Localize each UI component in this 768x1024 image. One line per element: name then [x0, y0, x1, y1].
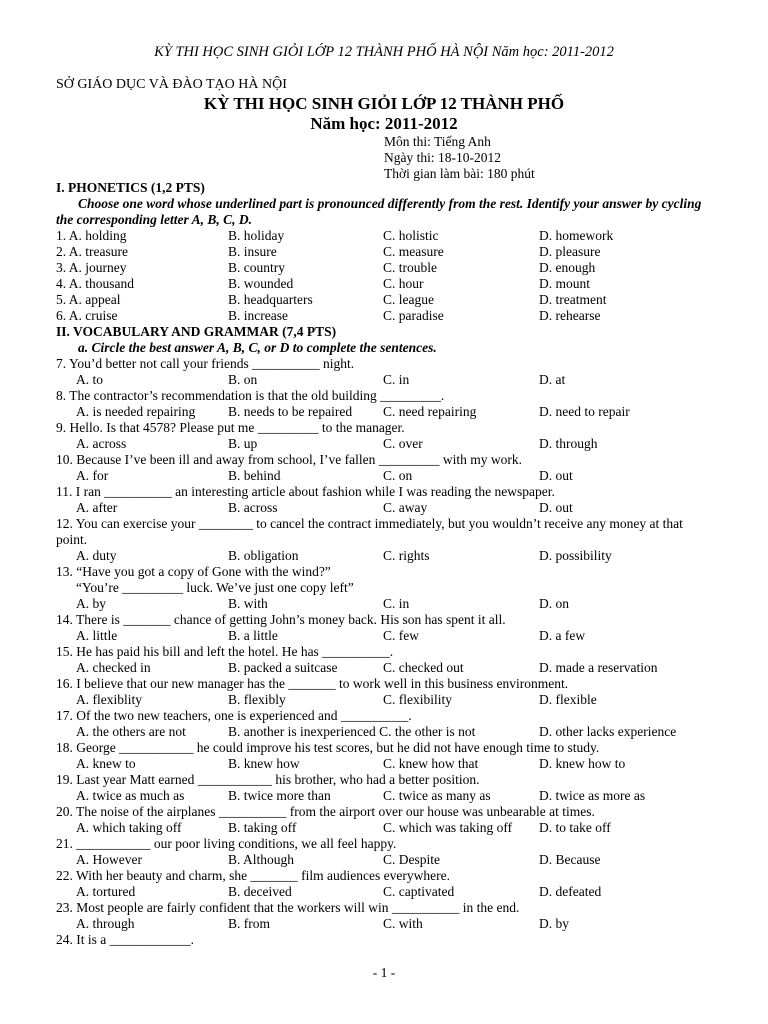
vocab-instruction: a. Circle the best answer A, B, C, or D to complete the sentences. — [78, 340, 437, 355]
answer-option[interactable]: D. defeated — [539, 884, 602, 899]
question-text: 22. With her beauty and charm, she _______ film audiences everywhere. — [56, 868, 450, 883]
answer-option[interactable]: D. made a reservation — [539, 660, 658, 675]
answer-option[interactable]: C. on — [383, 468, 413, 483]
answer-option[interactable]: C. twice as many as — [383, 788, 491, 803]
answer-option[interactable]: A. the others are not — [76, 724, 186, 739]
answer-option[interactable]: D. on — [539, 596, 569, 611]
answer-option[interactable]: A. knew to — [76, 756, 136, 771]
answer-options — [56, 628, 716, 644]
answer-option[interactable]: D. homework — [539, 228, 614, 243]
answer-option[interactable]: C. holistic — [383, 228, 439, 243]
answer-option[interactable]: A. after — [76, 500, 118, 515]
answer-options — [56, 500, 716, 516]
phonetics-row — [56, 244, 716, 260]
answer-option[interactable]: 3. A. journey — [56, 260, 127, 275]
answer-option[interactable]: B. insure — [228, 244, 277, 259]
answer-options — [56, 820, 716, 836]
exam-title: KỲ THI HỌC SINH GIỎI LỚP 12 THÀNH PHỐ — [203, 94, 565, 113]
answer-options — [56, 692, 716, 708]
answer-option[interactable]: A. by — [76, 596, 106, 611]
answer-option[interactable]: C. league — [383, 292, 434, 307]
question-text: 10. Because I’ve been ill and away from school, I’ve fallen _________ with my work. — [56, 452, 522, 467]
phonetics-row — [56, 228, 716, 244]
question-text: 15. He has paid his bill and left the hotel. He has __________. — [56, 644, 394, 659]
answer-option[interactable]: B. obligation — [228, 548, 299, 563]
answer-options — [56, 916, 716, 932]
answer-option[interactable]: C. with — [383, 916, 423, 931]
answer-option[interactable]: A. twice as much as — [76, 788, 185, 803]
answer-option[interactable]: D. mount — [539, 276, 591, 291]
question-text: 14. There is _______ chance of getting John’s money back. His son has spent it all. — [56, 612, 506, 627]
question-text-continued: “You’re _________ luck. We’ve just one copy left” — [76, 580, 354, 595]
answer-option[interactable]: B. Although — [228, 852, 295, 867]
phonetics-row — [56, 260, 716, 276]
answer-option[interactable]: A. through — [76, 916, 135, 931]
answer-option[interactable]: D. pleasure — [539, 244, 601, 259]
exam-body — [56, 180, 716, 948]
answer-options — [56, 660, 716, 676]
answer-option[interactable]: A. checked in — [76, 660, 151, 675]
answer-option[interactable]: B. headquarters — [228, 292, 313, 307]
answer-option[interactable]: C. checked out — [383, 660, 464, 675]
answer-option[interactable]: B. taking off — [228, 820, 297, 835]
answer-options — [56, 756, 716, 772]
vocab-questions — [56, 356, 716, 948]
answer-option[interactable]: C. Despite — [383, 852, 440, 867]
phonetics-row — [56, 308, 716, 324]
answer-option[interactable]: D. flexible — [539, 692, 597, 707]
answer-option[interactable]: C. hour — [383, 276, 424, 291]
answer-option[interactable]: B. flexibly — [228, 692, 286, 707]
answer-options — [56, 468, 716, 484]
answer-option[interactable]: C. knew how that — [383, 756, 479, 771]
answer-option[interactable]: C. in — [383, 372, 410, 387]
phonetics-row — [56, 292, 716, 308]
answer-option[interactable]: C. trouble — [383, 260, 437, 275]
answer-option[interactable]: C. captivated — [383, 884, 455, 899]
question-text: 9. Hello. Is that 4578? Please put me _________ to the manager. — [56, 420, 405, 435]
answer-option[interactable]: A. which taking off — [76, 820, 182, 835]
answer-option[interactable]: A. for — [76, 468, 109, 483]
answer-option[interactable]: D. treatment — [539, 292, 607, 307]
exam-date: Ngày thi: 18-10-2012 — [384, 150, 501, 165]
answer-options — [56, 884, 716, 900]
answer-option[interactable]: B. twice more than — [228, 788, 331, 803]
section-heading-phonetics: I. PHONETICS (1,2 PTS) — [56, 180, 205, 195]
answer-option[interactable]: C. measure — [383, 244, 444, 259]
exam-duration: Thời gian làm bài: 180 phút — [384, 166, 535, 181]
answer-option[interactable]: C. paradise — [383, 308, 444, 323]
phonetics-instruction: Choose one word whose underlined part is pronounced differently from the rest. Identify your answer by cycling the corresponding letter A, B, C, D. — [56, 196, 702, 227]
question-text: 8. The contractor’s recommendation is that the old building _________. — [56, 388, 445, 403]
answer-options — [56, 548, 716, 564]
answer-option[interactable]: 1. A. holding — [56, 228, 127, 243]
answer-option[interactable]: B. up — [228, 436, 258, 451]
answer-options — [56, 372, 716, 388]
answer-option[interactable]: D. a few — [539, 628, 586, 643]
phonetics-questions — [56, 228, 716, 324]
answer-option[interactable]: B. needs to be repaired — [228, 404, 353, 419]
question-text: 20. The noise of the airplanes __________ from the airport over our house was unbearable at times. — [56, 804, 595, 819]
answer-option[interactable]: D. through — [539, 436, 598, 451]
answer-option[interactable]: B. from — [228, 916, 270, 931]
answer-option[interactable]: B. knew how — [228, 756, 300, 771]
answer-option[interactable]: A. little — [76, 628, 118, 643]
answer-option[interactable]: C. flexibility — [383, 692, 452, 707]
answer-option[interactable]: 6. A. cruise — [56, 308, 118, 323]
exam-subject: Môn thi: Tiếng Anh — [384, 134, 491, 149]
answer-option[interactable]: D. enough — [539, 260, 596, 275]
answer-option[interactable]: B. holiday — [228, 228, 285, 243]
department-name: SỞ GIÁO DỤC VÀ ĐÀO TẠO HÀ NỘI — [56, 77, 287, 92]
page-header: KỲ THI HỌC SINH GIỎI LỚP 12 THÀNH PHỐ HÀ NỘI Năm học: 2011-2012 — [154, 44, 614, 60]
phonetics-row — [56, 276, 716, 292]
answer-option[interactable]: A. to — [76, 372, 103, 387]
question-text: 17. Of the two new teachers, one is experienced and __________. — [56, 708, 412, 723]
answer-option[interactable]: B. on — [228, 372, 258, 387]
answer-option[interactable]: D. rehearse — [539, 308, 601, 323]
question-text: 13. “Have you got a copy of Gone with the wind?” — [56, 564, 331, 579]
answer-option[interactable]: D. by — [539, 916, 569, 931]
answer-option[interactable]: A. is needed repairing — [76, 404, 196, 419]
answer-option[interactable]: A. duty — [76, 548, 117, 563]
question-text: 24. It is a ____________. — [56, 932, 194, 947]
question-text: 18. George ___________ he could improve his test scores, but he did not have enough time to study. — [56, 740, 600, 755]
answer-option[interactable]: D. Because — [539, 852, 601, 867]
answer-option[interactable]: A. tortured — [76, 884, 136, 899]
answer-options — [56, 724, 716, 740]
answer-option[interactable]: A. However — [76, 852, 142, 867]
answer-option[interactable]: A. across — [76, 436, 127, 451]
answer-option[interactable]: B. behind — [228, 468, 281, 483]
answer-option[interactable]: D. out — [539, 500, 573, 515]
answer-options — [56, 852, 716, 868]
answer-option[interactable]: D. twice as more as — [539, 788, 646, 803]
answer-option[interactable]: D. to take off — [539, 820, 611, 835]
answer-option[interactable]: 2. A. treasure — [56, 244, 128, 259]
answer-option[interactable]: B. deceived — [228, 884, 292, 899]
page-number: - 1 - — [372, 965, 396, 980]
answer-option[interactable]: A. flexiblity — [76, 692, 142, 707]
answer-option[interactable]: B. country — [228, 260, 285, 275]
answer-option[interactable]: B. increase — [228, 308, 288, 323]
answer-option[interactable]: C. in — [383, 596, 410, 611]
answer-option[interactable]: B. across — [228, 500, 278, 515]
question-text: 19. Last year Matt earned ___________ his brother, who had a better position. — [56, 772, 480, 787]
answer-option[interactable]: B. wounded — [228, 276, 294, 291]
answer-option[interactable]: D. other lacks experience — [539, 724, 677, 739]
answer-option[interactable]: D. at — [539, 372, 566, 387]
answer-option[interactable]: D. out — [539, 468, 573, 483]
answer-option[interactable]: C. over — [383, 436, 423, 451]
school-year: Năm học: 2011-2012 — [310, 114, 458, 133]
answer-option[interactable]: C. away — [383, 500, 428, 515]
answer-options — [56, 788, 716, 804]
question-text: 12. You can exercise your ________ to cancel the contract immediately, but you wouldn’t receive any money at that point. — [56, 516, 683, 547]
answer-option[interactable]: B. with — [228, 596, 268, 611]
answer-option[interactable]: B. a little — [228, 628, 278, 643]
question-text: 11. I ran __________ an interesting article about fashion while I was reading the newspaper. — [56, 484, 555, 499]
answer-options — [56, 436, 716, 452]
answer-option[interactable]: D. knew how to — [539, 756, 626, 771]
answer-option[interactable]: C. few — [383, 628, 419, 643]
answer-options — [56, 404, 716, 420]
answer-option[interactable]: C. need repairing — [383, 404, 477, 419]
answer-option[interactable]: B. another is inexperienced C. the other is not — [228, 724, 476, 739]
question-text: 7. You’d better not call your friends __________ night. — [56, 356, 355, 371]
answer-option[interactable]: 4. A. thousand — [56, 276, 135, 291]
answer-option[interactable]: B. packed a suitcase — [228, 660, 338, 675]
answer-option[interactable]: 5. A. appeal — [56, 292, 121, 307]
section-heading-vocab: II. VOCABULARY AND GRAMMAR (7,4 PTS) — [56, 324, 337, 339]
answer-options — [56, 596, 716, 612]
answer-option[interactable]: C. which was taking off — [383, 820, 513, 835]
question-text: 23. Most people are fairly confident that the workers will win __________ in the end. — [56, 900, 520, 915]
answer-option[interactable]: D. possibility — [539, 548, 612, 563]
answer-option[interactable]: D. need to repair — [539, 404, 630, 419]
question-text: 16. I believe that our new manager has the _______ to work well in this business environment. — [56, 676, 569, 691]
question-text: 21. ___________ our poor living conditions, we all feel happy. — [56, 836, 397, 851]
answer-option[interactable]: C. rights — [383, 548, 430, 563]
